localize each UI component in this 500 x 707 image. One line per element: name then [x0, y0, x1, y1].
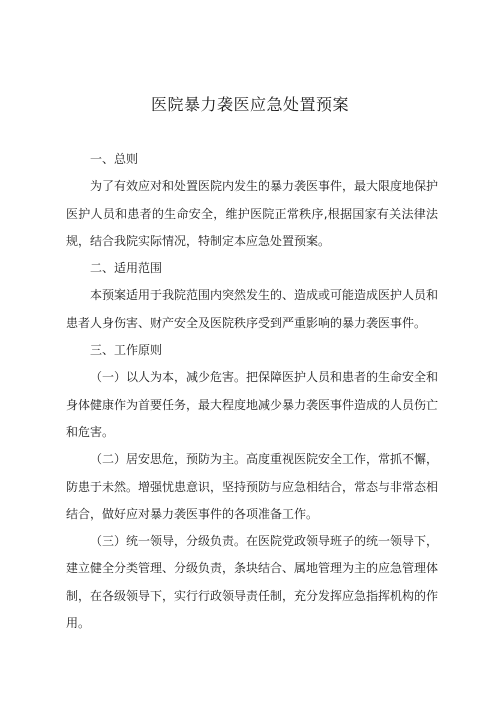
- paragraph: 为了有效应对和处置医院内发生的暴力袭医事件，最大限度地保护医护人员和患者的生命安全，维护医院正常秩序,根据国家有关法律法规，结合我院实际情况，特制定本应急处置预案。: [66, 179, 439, 248]
- document-title: 医院暴力袭医应急处置预案: [150, 95, 349, 114]
- section-principles: [66, 337, 438, 637]
- section-scope: [66, 255, 438, 337]
- paragraph: 本预案适用于我院范围内突然发生的、造成或可能造成医护人员和患者人身伤害、财产安全及医院秩序受到严重影响的暴力袭医事件。: [66, 288, 439, 330]
- paragraph: （二）居安思危，预防为主。高度重视医院安全工作，常抓不懈，防患于未然。增强忧患意识，坚持预防与应急相结合，常态与非常态相结合，做好应对暴力袭医事件的各项准备工作。: [66, 452, 439, 521]
- section-heading: 一、总则: [90, 152, 139, 166]
- paragraph: （一）以人为本，减少危害。把保障医护人员和患者的生命安全和身体健康作为首要任务，最大程度地减少暴力袭医事件造成的人员伤亡和危害。: [66, 370, 439, 439]
- document-body: [66, 146, 438, 637]
- section-heading: 三、工作原则: [90, 343, 163, 358]
- section-heading: 二、适用范围: [90, 261, 163, 276]
- section-general: [66, 146, 438, 255]
- paragraph: （三）统一领导，分级负责。在医院党政领导班子的统一领导下，建立健全分类管理、分级负责，条块结合、属地管理为主的应急管理体制，在各级领导下，实行行政领导责任制，充分发挥应急指挥机构的作用。: [66, 534, 439, 631]
